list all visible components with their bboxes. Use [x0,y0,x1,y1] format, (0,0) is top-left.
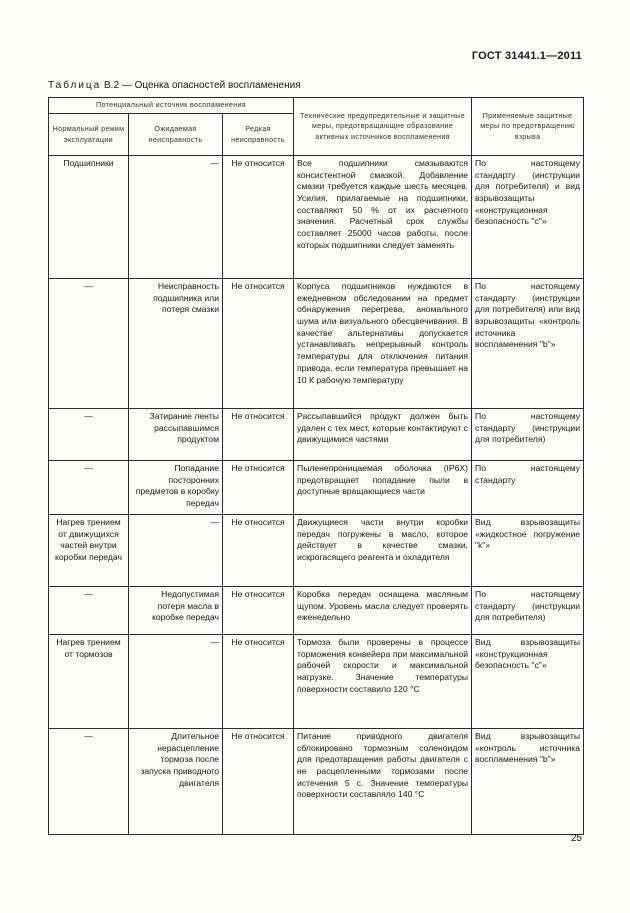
table-row [49,409,584,461]
cell-normal: — [49,587,129,635]
table-row [49,635,584,729]
table-caption-text: В.2 — Оценка опасностей воспламенения [101,80,301,91]
cell-measures: Коробка передач оснащена масляным щупом. Уровень масла следует проверять еженедельно [294,587,472,635]
cell-expected: Затирание ленты рассыпавшимся продуктом [129,409,223,461]
cell-normal: — [49,461,129,515]
cell-protection: По настоящему стандарту [472,461,584,515]
standard-number: ГОСТ 31441.1—2011 [471,50,582,62]
table-caption [48,80,301,91]
cell-expected: Неисправность подшипника или потеря смазки [129,279,223,409]
cell-expected: Длительное нерасцепление тормоза после запуска приводного двигателя [129,729,223,835]
cell-protection: Вид взрывозащиты «контроль источника воспламенения "b"» [472,729,584,835]
header-rare-fault: Редкая неисправность [223,114,294,156]
cell-normal: — [49,279,129,409]
header-protection: Применяемые защитные меры по предотвращению взрыва [472,98,584,156]
page-number: 25 [570,833,582,844]
table-caption-label: Таблица [48,80,102,91]
cell-normal: Нагрев трением от тормозов [49,635,129,729]
cell-measures: Движущиеся части внутри коробки передач погружены в масло, которое действует в качестве смазки, искрогасящего реагента и охладителя [294,515,472,587]
table-row [49,587,584,635]
cell-rare: Не относится [223,279,294,409]
cell-normal: Нагрев трением от движущихся частей внутри коробки передач [49,515,129,587]
cell-rare: Не относится [223,515,294,587]
cell-normal: — [49,729,129,835]
cell-rare: Не относится [223,461,294,515]
table-row [49,279,584,409]
cell-protection: Вид взрывозащиты «конструкционная безопасность "c"» [472,635,584,729]
header-normal-mode: Нормальный режим эксплуатации [49,114,129,156]
cell-normal: — [49,409,129,461]
cell-measures: Корпуса подшипников нуждаются в ежедневном обследовании на предмет обнаружения перегрева, аномального шума или визуального обесцвечивания. В качестве альтернативы допускается устанавливать непрерывный контроль температуры для отключения питания привода, если температура превышает на 10 К рабочую температуру [294,279,472,409]
cell-measures: Питание приводного двигателя сблокировано тормозным соленоидом для предотвращения работы двигателя с не расцепленными тормозами после истечения 5 с. Значение температуры поверхности составляло 140 °С [294,729,472,835]
cell-expected: Недопустимая потеря масла в коробке передач [129,587,223,635]
header-measures: Технические предупредительные и защитные меры, предотвращающие образование активных источников воспламенения [294,98,472,156]
cell-rare: Не относится [223,156,294,279]
table-row [49,156,584,279]
cell-protection: По настоящему стандарту (инструкции для потребителя) и вид взрывозащиты «конструкционная безопасность "c"» [472,156,584,279]
table-row [49,729,584,835]
cell-rare: Не относится [223,635,294,729]
cell-measures: Тормоза были проверены в процессе торможения конвейера при максимальной рабочей скорости и максимальной нагрузке. Значение температуры поверхности составило 120 °С [294,635,472,729]
cell-measures: Все подшипники смазываются консистентной смазкой. Добавление смазки требуется каждые шесть месяцев. Усилия, прилагаемые на подшипники, составляют 50 % от их расчетного значения. Расчетный срок службы составляет 25000 часов работы, после которых подшипники следует заменять [294,156,472,279]
cell-expected: Попадание посторонних предметов в коробку передач [129,461,223,515]
cell-protection: По настоящему стандарту (инструкции для потребителя) [472,587,584,635]
cell-measures: Пыленепроницаемая оболочка (IP6X) предотвращает попадание пыли в доступные вращающиеся части [294,461,472,515]
cell-expected: — [129,156,223,279]
header-expected-fault: Ожидаемая неисправность [129,114,223,156]
cell-measures: Рассыпавшийся продукт должен быть удален с тех мест, которые контактируют с движущимися частями [294,409,472,461]
cell-protection: По настоящему стандарту (инструкции для потребителя) [472,409,584,461]
cell-expected: — [129,515,223,587]
header-ignition-source: Потенциальный источник воспламенения [49,98,294,114]
ignition-hazard-table [48,97,584,835]
cell-rare: Не относится [223,729,294,835]
cell-rare: Не относится [223,587,294,635]
cell-normal: Подшипники [49,156,129,279]
cell-expected: — [129,635,223,729]
table-row [49,461,584,515]
cell-rare: Не относится [223,409,294,461]
cell-protection: Вид взрывозащиты «жидкостное погружение "k"» [472,515,584,587]
cell-protection: По настоящему стандарту (инструкции для потребителя) или вид взрывозащиты «контроль источника воспламенения "b"» [472,279,584,409]
table-row [49,515,584,587]
